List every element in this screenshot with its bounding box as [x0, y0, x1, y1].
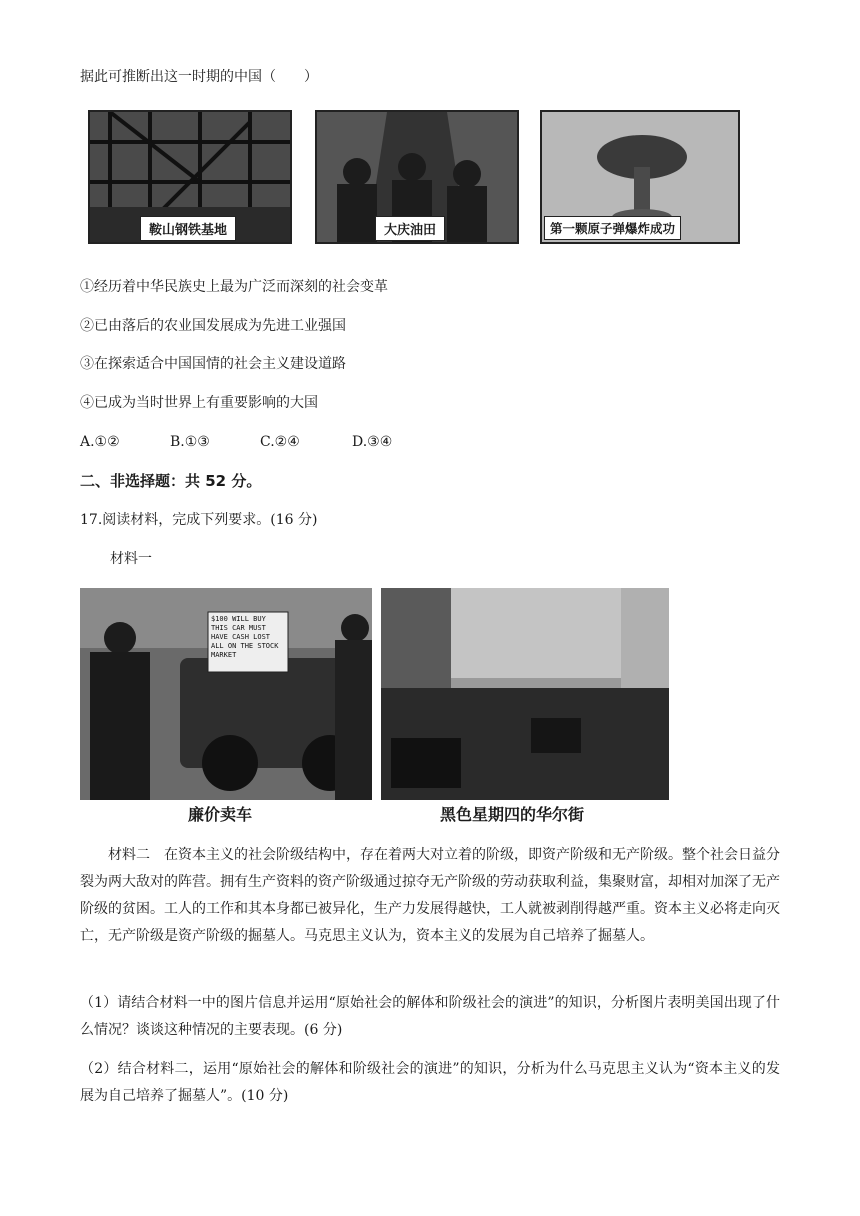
photo-black-thursday — [381, 588, 669, 800]
q17-sub2: （2）结合材料二，运用“原始社会的解体和阶级社会的演进”的知识，分析为什么马克思主义认为“资本主义的发展为自己培养了掘墓人”。(10 分) — [80, 1061, 780, 1104]
statement-4: ④已成为当时世界上有重要影响的大国 — [80, 395, 318, 411]
q17-sub1: （1）请结合材料一中的图片信息并运用“原始社会的解体和阶级社会的演进”的知识，分析图片表明美国出现了什么情况？谈谈这种情况的主要表现。(6 分) — [80, 995, 780, 1038]
photo-caption: 第一颗原子弹爆炸成功 — [544, 216, 681, 240]
photo-daqing-oilfield — [315, 110, 519, 244]
photo-cheap-car — [80, 588, 372, 800]
section-title: 二、非选择题：共 52 分。 — [80, 472, 262, 490]
photo-caption: 大庆油田 — [375, 216, 445, 241]
wall-street-crowd-image — [381, 588, 669, 800]
option-a[interactable]: A.①② — [80, 434, 120, 450]
statement-2: ②已由落后的农业国发展成为先进工业强国 — [80, 318, 346, 334]
photo-anshan-steel — [88, 110, 292, 244]
q17-title: 17.阅读材料，完成下列要求。(16 分) — [80, 512, 318, 528]
option-c[interactable]: C.②④ — [260, 434, 300, 450]
photo-caption: 黑色星期四的华尔街 — [440, 805, 585, 824]
photo-caption: 鞍山钢铁基地 — [140, 216, 236, 241]
statement-3: ③在探索适合中国国情的社会主义建设道路 — [80, 356, 346, 372]
question-stem: 据此可推断出这一时期的中国（ ） — [80, 69, 318, 85]
photo-caption: 廉价卖车 — [188, 805, 253, 824]
option-b[interactable]: B.①③ — [170, 434, 210, 450]
car-sign-text: $100 WILL BUY THIS CAR MUST HAVE CASH LOST ALL ON THE STOCK MARKET — [211, 615, 279, 659]
statement-1: ①经历着中华民族史上最为广泛而深刻的社会变革 — [80, 279, 388, 295]
photo-atomic-bomb — [540, 110, 740, 244]
material1-label: 材料一 — [110, 551, 152, 567]
option-d[interactable]: D.③④ — [352, 434, 393, 450]
material2-paragraph: 材料二 在资本主义的社会阶级结构中，存在着两大对立着的阶级，即资产阶级和无产阶级。整个社会日益分裂为两大敌对的阵营。拥有生产资料的资产阶级通过掠夺无产阶级的劳动获取利益，集聚财富，却相对加深了无产阶级的贫困。工人的工作和其本身都已被异化，生产力发展得越快，工人就被剥削得越严重。资本主义必将走向灭亡，无产阶级是资产阶级的掘墓人。马克思主义认为，资本主义的发展为自己培养了掘墓人。 — [80, 847, 780, 944]
